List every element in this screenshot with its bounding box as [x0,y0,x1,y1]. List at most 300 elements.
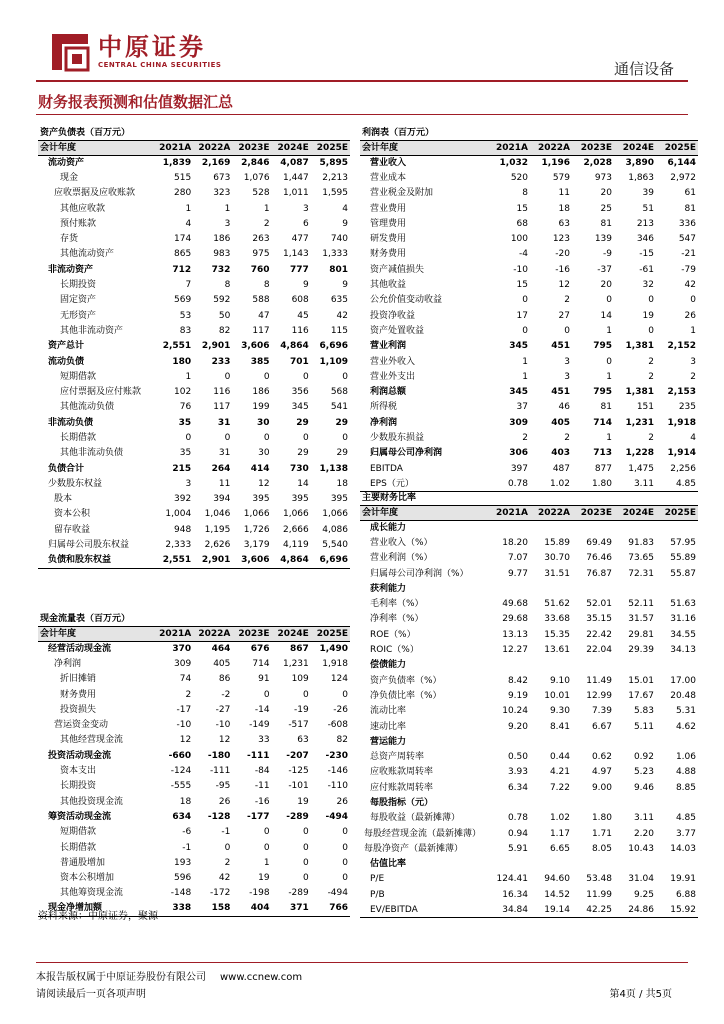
cell-value: 68 [516,218,528,229]
cell-value: 124.41 [496,874,528,885]
cell-value: 1 [185,203,192,214]
cell-value: -21 [681,249,696,260]
cell-value: 31.51 [544,568,570,579]
cell-value: 14.52 [544,889,570,900]
table-row [38,522,350,537]
column-header-year: 2024E [272,626,311,641]
row-label: 其他应收款 [60,203,106,214]
cell-value: 0 [185,432,192,443]
cell-value: 86 [218,674,231,685]
cell-value: 233 [211,356,231,367]
row-label: 每股指标（元） [370,797,434,808]
cell-value: 31.16 [670,614,696,625]
cell-value: -15 [639,249,654,260]
cell-value: 9 [342,280,348,291]
column-header-year: 2023E [232,626,271,641]
cell-value: 1,228 [625,448,654,459]
cell-value: 0 [303,689,309,700]
row-label: 股本 [54,494,73,505]
cell-value: 477 [291,234,309,245]
row-label: 归属母公司净利润（%） [370,568,469,579]
cell-value: -16 [555,264,570,275]
column-header-year: 2022A [530,505,572,520]
table-row [38,507,350,522]
cell-value: 0.78 [507,813,528,824]
cell-value: 676 [250,643,270,654]
cell-value: -10 [513,264,528,275]
cell-value: 117 [252,325,270,336]
cell-value: 47 [258,310,270,321]
cell-value: -1 [182,842,192,853]
cell-value: 2,901 [201,341,231,352]
row-label: 营业收入（%） [370,537,433,548]
cell-value: 4.85 [675,813,696,824]
cell-value: 76.87 [586,568,612,579]
cell-value: 0 [648,325,654,336]
cell-value: 6,144 [667,157,696,168]
cell-value: 569 [174,295,192,306]
cell-value: 1,143 [282,249,309,260]
row-label: 负债和股东权益 [38,553,154,568]
row-label: 资本公积 [54,509,91,520]
cell-value: 1,004 [165,509,192,520]
cell-value: 487 [552,463,570,474]
cell-value: -19 [294,704,309,715]
cell-value [530,734,572,749]
table-header-row [360,140,698,155]
cell-value: 867 [289,643,309,654]
data-source: 资料来源：中原证券，聚源 [38,911,158,922]
cell-value [530,520,572,535]
cell-value: 983 [213,249,231,260]
column-header-year: 2023E [572,505,614,520]
table-caption: 现金流量表（百万元） [38,612,350,626]
cell-value: 2,972 [670,172,696,183]
cell-value: -660 [168,750,192,761]
cell-value: 596 [174,873,192,884]
cell-value: 336 [678,218,696,229]
cell-value: 186 [213,234,231,245]
cell-value: 0 [303,371,309,382]
table-row [360,339,698,354]
cell-value: 1,231 [282,658,309,669]
row-label: 其他非流动资产 [60,325,124,336]
cell-value: 1,138 [319,463,348,474]
cell-value [488,857,530,872]
cell-value: 10.24 [502,706,528,717]
table-row [38,430,350,445]
cell-value: 8 [522,188,528,199]
row-label: 短期借款 [60,827,97,838]
row-label: 应付账款周转率 [370,782,434,793]
cell-value [572,520,614,535]
cell-value: 392 [174,494,192,505]
cell-value: 52.11 [628,599,654,610]
cell-value: 29 [296,417,309,428]
cell-value: 15 [516,203,528,214]
column-header-year: 2021A [488,505,530,520]
table-row [38,886,350,901]
row-label: 总资产周转率 [370,752,425,763]
income-statement-table [360,126,698,492]
column-header-fiscal-year: 会计年度 [360,505,488,520]
cell-value: 7.07 [507,553,528,564]
cell-value: 116 [213,387,231,398]
cell-value: 634 [172,811,192,822]
cell-value: 30 [258,448,270,459]
cell-value: 51.62 [544,599,570,610]
cell-value: 0 [690,295,696,306]
table-row [38,400,350,415]
cell-value: 55.89 [670,553,696,564]
row-label: 短期借款 [60,371,97,382]
cell-value: 3.77 [675,828,696,839]
table-row [38,231,350,246]
table-row [360,446,698,461]
cell-value: -198 [249,888,270,899]
cell-value: 0.78 [488,476,530,491]
cell-value: 4,086 [322,524,348,535]
table-header-row [38,626,350,641]
cell-value: 9.00 [591,782,612,793]
cell-value: 403 [551,448,570,459]
cell-value: 14.03 [670,843,696,854]
cell-value: -61 [639,264,654,275]
cell-value [488,581,530,596]
row-label: 其他收益 [370,280,407,291]
column-header-year: 2021A [154,140,193,155]
cell-value: 345 [291,402,309,413]
row-label: 应收票据及应收账款 [54,188,136,199]
footer-copyright: 本报告版权属于中原证券股份有限公司 [36,972,206,983]
financial-ratios-table [360,491,698,918]
cell-value: 9.19 [507,690,528,701]
cell-value: 33.68 [544,614,570,625]
table-caption: 资产负债表（百万元） [38,126,350,140]
table-row [360,415,698,430]
cell-value: 15.89 [544,537,570,548]
cell-value: 2,551 [162,341,192,352]
footer-disclaimer: 请阅读最后一页各项声明 [36,989,146,1000]
cell-value: 4,864 [272,553,311,568]
table-caption: 主要财务比率 [360,491,698,505]
cell-value: 395 [291,494,309,505]
cell-value: -9 [603,249,612,260]
cell-value: 760 [250,264,270,275]
column-header-year: 2024E [272,140,311,155]
table-row [360,231,698,246]
cell-value: 404 [232,901,271,916]
cell-value: 4.88 [675,767,696,778]
row-label: 每股经营现金流（最新摊薄） [364,828,482,839]
table-row [360,476,698,491]
cell-value: 714 [593,417,612,428]
table-caption-row [360,491,698,505]
table-row [38,553,350,568]
table-row [38,323,350,338]
cell-value: -148 [170,888,192,899]
cell-value: 76.46 [586,553,612,564]
table-row [38,492,350,507]
cell-value: 82 [218,325,231,336]
cell-value: 31 [217,417,231,428]
cell-value: 4 [342,203,348,214]
table-row [360,247,698,262]
table-row [360,673,698,688]
cell-value: 1,046 [204,509,231,520]
row-label: 研发费用 [370,234,407,245]
cell-value: 2 [522,432,528,443]
cell-value: 1 [690,325,696,336]
cell-value: 371 [272,901,311,916]
cell-value: 2 [648,432,654,443]
cell-value: 795 [593,341,612,352]
column-header-year: 2025E [311,140,350,155]
cell-value: 2 [224,857,231,868]
cell-value: 4.21 [549,767,570,778]
cell-value: 2,551 [154,553,193,568]
table-row [360,857,698,872]
cell-value: 1,447 [282,172,309,183]
cell-value: 356 [291,387,309,398]
table-row [360,902,698,917]
cell-value: -4 [519,249,528,260]
row-label: 少数股东损益 [370,432,425,443]
cell-value: 451 [551,387,570,398]
cell-value: 1,066 [282,509,309,520]
cell-value: 115 [330,325,348,336]
footer-divider [36,962,688,963]
footer-website-link[interactable]: www.ccnew.com [220,972,303,983]
cell-value: 14 [297,478,309,489]
cell-value: 53.48 [586,874,612,885]
table-row [360,658,698,673]
cell-value: 51.63 [670,599,696,610]
row-label: 资产总计 [48,341,85,352]
cell-value: 22.04 [586,645,612,656]
cell-value: -10 [176,720,192,731]
cell-value: 1 [522,356,528,367]
cell-value: 25 [600,203,612,214]
cell-value: 405 [213,658,231,669]
cell-value: 42 [684,280,696,291]
column-header-year: 2023E [572,140,614,155]
cell-value: 1 [263,203,270,214]
cell-value: 8.85 [675,782,696,793]
cell-value: 345 [509,387,528,398]
row-label: 流动比率 [370,706,407,717]
cell-value: 2 [648,356,654,367]
table-row [38,293,350,308]
cell-value: 174 [174,234,192,245]
cell-value: 81 [684,203,696,214]
row-label: 其他流动资产 [60,249,115,260]
cell-value: 0.92 [633,752,654,763]
cell-value: 0 [564,325,570,336]
cell-value: 11 [558,188,570,199]
cell-value: 2,846 [241,157,270,168]
cell-value: 464 [211,643,231,654]
table-row [360,826,698,841]
cell-value: 1,195 [204,524,231,535]
row-label: 资产处置收益 [370,325,425,336]
cell-value: 32 [642,280,654,291]
table-row [38,277,350,292]
cell-value [572,734,614,749]
row-label: 固定资产 [60,295,97,306]
cell-value: 26 [684,310,696,321]
row-label: EPS（元） [360,476,488,491]
cell-value [488,520,530,535]
cell-value: 2,333 [165,540,192,551]
cell-value: -494 [327,888,348,899]
cell-value: 547 [678,234,696,245]
table-row [360,749,698,764]
cell-value: 1,032 [499,157,528,168]
row-label: 普通股增加 [60,857,106,868]
table-row [360,201,698,216]
cell-value: -11 [254,781,270,792]
cell-value: 1.06 [675,752,696,763]
cell-value: -555 [170,781,192,792]
table-row [38,794,350,809]
cell-value: 0 [303,842,309,853]
industry-label: 通信设备 [613,60,674,78]
cell-value: -608 [327,720,348,731]
cell-value: 12 [218,735,231,746]
cell-value: -14 [254,704,270,715]
cell-value: 1 [606,371,612,382]
cell-value: 451 [551,341,570,352]
cell-value: 0 [263,842,270,853]
cell-value: 19.14 [530,902,572,917]
cell-value: 27 [558,310,570,321]
cell-value: 1,381 [625,387,654,398]
cell-value: 5.31 [675,706,696,717]
cell-value: 7.39 [591,706,612,717]
cell-value: -84 [254,766,270,777]
cell-value: 139 [594,234,612,245]
cell-value: 29 [297,448,309,459]
cell-value: 11 [218,478,231,489]
table-row [360,734,698,749]
row-label: 估值比率 [370,859,407,870]
cell-value: 1 [606,432,612,443]
table-row [360,400,698,415]
cell-value: 76 [179,402,192,413]
table-row [360,765,698,780]
table-row [38,155,350,170]
cell-value: 1.02 [549,813,570,824]
cell-value: 24.86 [614,902,656,917]
cell-value: 3,179 [243,540,270,551]
row-label: 投资活动现金流 [48,750,112,761]
cell-value [572,581,614,596]
row-label: 毛利率（%） [370,599,424,610]
table-row [360,216,698,231]
column-header-year: 2022A [193,626,232,641]
cell-value: -207 [286,750,309,761]
table-row [360,841,698,856]
row-label: 筹资活动现金流 [48,811,112,822]
cell-value: 6.65 [549,843,570,854]
column-header-year: 2024E [614,505,656,520]
cell-value: 795 [593,387,612,398]
cell-value: 0 [303,857,309,868]
column-header-year: 2022A [193,140,232,155]
cell-value: 801 [329,264,348,275]
table-row [38,186,350,201]
cell-value: -37 [597,264,612,275]
cell-value [656,857,698,872]
title-divider [36,114,688,115]
cell-value: -27 [215,704,231,715]
cell-value: 16.34 [502,889,528,900]
cell-value [656,520,698,535]
cell-value: 29.68 [502,614,528,625]
cell-value: 15.01 [628,675,654,686]
cell-value: 394 [213,494,231,505]
cell-value: 74 [179,674,192,685]
cell-value [530,795,572,810]
row-label: 应收账款周转率 [370,767,434,778]
cell-value: -95 [215,781,231,792]
cell-value: 6.34 [507,782,528,793]
cell-value: 17.00 [670,675,696,686]
row-label: P/B [370,889,385,900]
cell-value: 385 [250,356,270,367]
cell-value: 52.01 [586,599,612,610]
cell-value: 9.20 [507,721,528,732]
cell-value: 2 [263,218,270,229]
table-row [360,566,698,581]
cell-value: -149 [249,720,270,731]
cell-value: 151 [636,402,654,413]
cell-value: 3 [185,478,192,489]
cell-value: 9.77 [507,568,528,579]
cell-value: 19 [258,873,270,884]
table-row [38,672,350,687]
row-label: 营业收入 [370,157,407,168]
cell-value: 11.49 [586,675,612,686]
cell-value: 306 [509,448,528,459]
cell-value: 732 [211,264,231,275]
cell-value: -20 [555,249,570,260]
cell-value: 3,890 [625,157,654,168]
row-label: 其他流动负债 [60,402,115,413]
cell-value: 1,475 [628,463,654,474]
row-label: 资本支出 [60,766,97,777]
cell-value: 2 [564,295,570,306]
cell-value [530,581,572,596]
cell-value: 7 [185,280,192,291]
cell-value: 0 [263,689,270,700]
table-row [38,216,350,231]
cell-value: 29 [335,417,348,428]
cell-value: 541 [330,402,348,413]
cell-value [488,734,530,749]
table-row [38,870,350,885]
cell-value: -177 [247,811,270,822]
cell-value: 42 [218,873,231,884]
cell-value: 94.60 [544,874,570,885]
cell-value: 1,918 [667,417,696,428]
column-header-fiscal-year: 会计年度 [360,140,488,155]
cell-value: -146 [327,766,348,777]
cell-value: 0 [342,689,348,700]
table-row [360,581,698,596]
cell-value: 12.99 [586,690,612,701]
